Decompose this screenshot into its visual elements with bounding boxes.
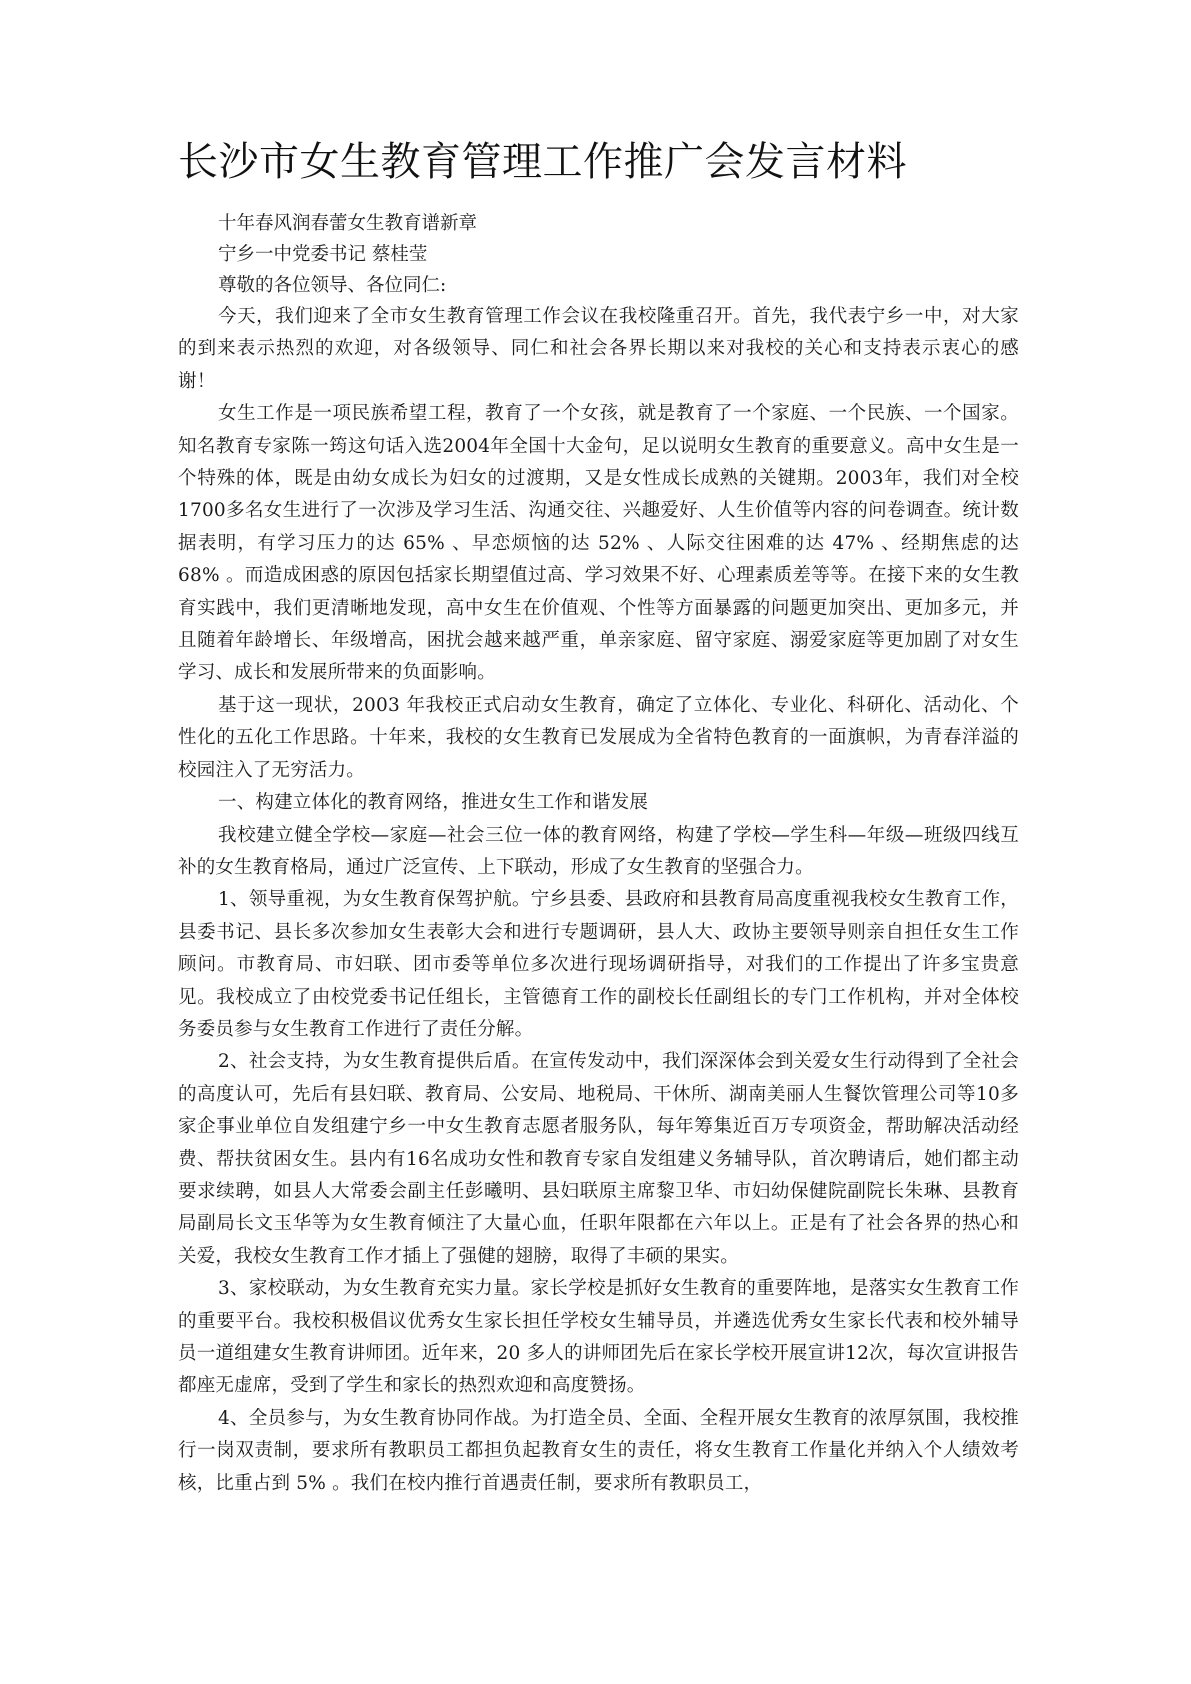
paragraph-item-2: 2、社会支持，为女生教育提供后盾。在宣传发动中，我们深深体会到关爱女生行动得到了全社会的高度认可，先后有县妇联、教育局、公安局、地税局、干休所、湖南美丽人生餐饮管理公司等10多家企事业单位自发组建宁乡一中女生教育志愿者服务队，每年筹集近百万专项资金，帮助解决活动经费、帮扶贫困女生。县内有16名成功女性和教育专家自发组建义务辅导队，首次聘请后，她们都主动要求续聘，如县人大常委会副主任彭曦明、县妇联原主席黎卫华、市妇幼保健院副院长朱琳、县教育局副局长文玉华等为女生教育倾注了大量心血，任职年限都在六年以上。正是有了社会各界的热心和关爱，我校女生教育工作才插上了强健的翅膀，取得了丰硕的果实。	[178, 1051, 1019, 1267]
document-body	[178, 301, 1019, 1500]
section-heading-1: 一、构建立体化的教育网络，推进女生工作和谐发展	[218, 792, 649, 814]
paragraph-network: 我校建立健全学校—家庭—社会三位一体的教育网络，构建了学校—学生科—年级—班级四线互补的女生教育格局，通过广泛宣传、上下联动，形成了女生教育的坚强合力。	[178, 824, 1019, 878]
paragraph-item-1: 1、领导重视，为女生教育保驾护航。宁乡县委、县政府和县教育局高度重视我校女生教育工作，县委书记、县长多次参加女生表彰大会和进行专题调研，县人大、政协主要领导则亲自担任女生工作顾问。市教育局、市妇联、团市委等单位多次进行现场调研指导，对我们的工作提出了许多宝贵意见。我校成立了由校党委书记任组长，主管德育工作的副校长任副组长的专门工作机构，并对全体校务委员参与女生教育工作进行了责任分解。	[178, 889, 1019, 1040]
document-title: 长沙市女生教育管理工作推广会发言材料	[178, 139, 907, 185]
paragraph-item-3: 3、家校联动，为女生教育充实力量。家长学校是抓好女生教育的重要阵地，是落实女生教育工作的重要平台。我校积极倡议优秀女生家长担任学校女生辅导员，并遴选优秀女生家长代表和校外辅导员一道组建女生教育讲师团。近年来，20 多人的讲师团先后在家长学校开展宣讲12次，每次宣讲报告都座无虚席，受到了学生和家长的热烈欢迎和高度赞扬。	[178, 1278, 1019, 1397]
document-salutation: 尊敬的各位领导、各位同仁:	[218, 275, 447, 296]
paragraph-opening: 今天，我们迎来了全市女生教育管理工作会议在我校隆重召开。首先，我代表宁乡一中，对大家的到来表示热烈的欢迎，对各级领导、同仁和社会各界长期以来对我校的关心和支持表示衷心的感谢！	[178, 306, 1019, 392]
document-subtitle: 十年春风润春蕾女生教育谱新章	[218, 213, 478, 234]
document-author: 宁乡一中党委书记 蔡桂莹	[218, 244, 428, 265]
paragraph-start: 基于这一现状，2003 年我校正式启动女生教育，确定了立体化、专业化、科研化、活动化、个性化的五化工作思路。十年来，我校的女生教育已发展成为全省特色教育的一面旗帜，为青春洋溢的校园注入了无穷活力。	[178, 694, 1019, 781]
paragraph-item-4: 4、全员参与，为女生教育协同作战。为打造全员、全面、全程开展女生教育的浓厚氛围，我校推行一岗双责制，要求所有教职员工都担负起教育女生的责任，将女生教育工作量化并纳入个人绩效考核，比重占到 5% 。我们在校内推行首遇责任制，要求所有教职员工，	[178, 1407, 1019, 1494]
paragraph-background: 女生工作是一项民族希望工程，教育了一个女孩，就是教育了一个家庭、一个民族、一个国家。知名教育专家陈一筠这句话入选2004年全国十大金句，足以说明女生教育的重要意义。高中女生是一个特殊的体，既是由幼女成长为妇女的过渡期，又是女性成长成熟的关键期。2003年，我们对全校1700多名女生进行了一次涉及学习生活、沟通交往、兴趣爱好、人生价值等内容的问卷调查。统计数据表明，有学习压力的达 65% 、早恋烦恼的达 52% 、人际交往困难的达 47% 、经期焦虑的达 68% 。而造成困惑的原因包括家长期望值过高、学习效果不好、心理素质差等等。在接下来的女生教育实践中，我们更清晰地发现，高中女生在价值观、个性等方面暴露的问题更加突出、更加多元，并且随着年龄增长、年级增高，困扰会越来越严重，单亲家庭、留守家庭、溺爱家庭等更加剧了对女生学习、成长和发展所带来的负面影响。	[178, 403, 1019, 684]
